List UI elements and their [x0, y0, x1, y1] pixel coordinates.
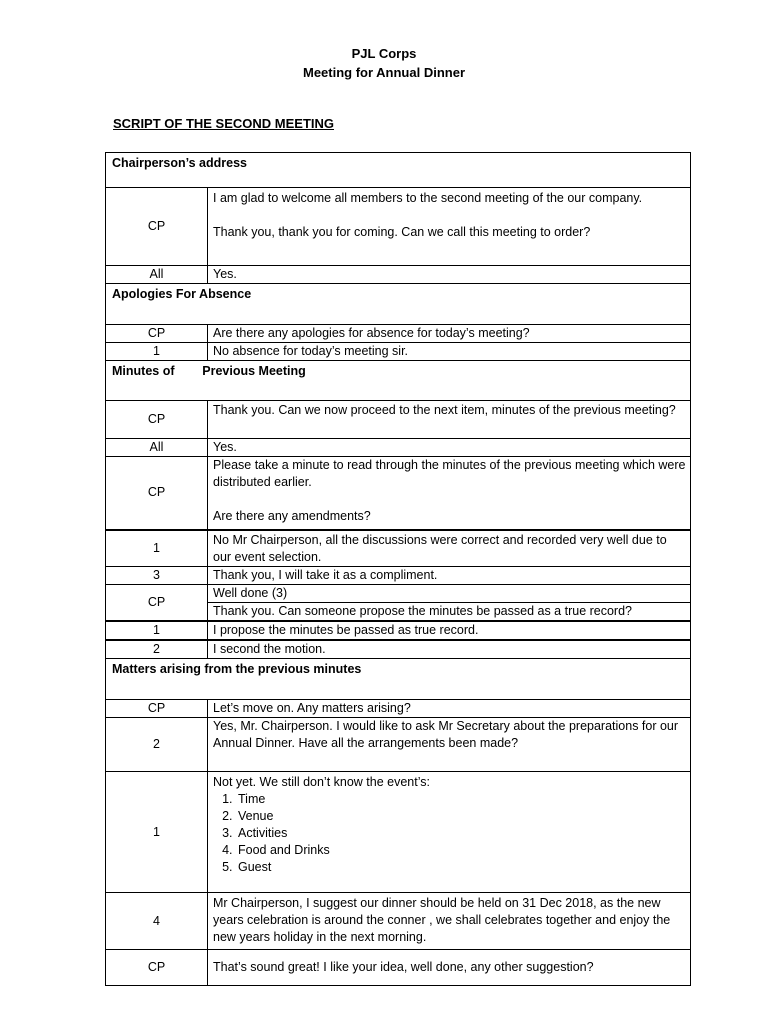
document-subtitle: Meeting for Annual Dinner [302, 65, 466, 80]
line-text: Please take a minute to read through the minutes of the previous meeting which were distributed earlier. [213, 458, 686, 489]
section-header [106, 153, 691, 188]
section-title: Matters arising from the previous minutes [106, 659, 691, 700]
table-row [106, 893, 691, 950]
line-cell [208, 188, 691, 266]
section-header [106, 361, 691, 401]
speaker-cell: 2 [106, 718, 208, 772]
table-row [106, 585, 691, 603]
speaker-cell: All [106, 439, 208, 457]
line-text: Thank you, I will take it as a compliment. [208, 567, 691, 585]
company-name: PJL Corps [351, 46, 417, 61]
table-row [106, 950, 691, 986]
event-details-list [213, 791, 687, 876]
speaker-cell: 1 [106, 343, 208, 361]
table-row [106, 772, 691, 893]
table-row [106, 325, 691, 343]
table-row [106, 266, 691, 284]
line-text: Mr Chairperson, I suggest our dinner should be held on 31 Dec 2018, as the new years celebration is around the conner , we shall celebrates together and enjoy the new years holiday in the next morning. [208, 893, 691, 950]
table-row [106, 567, 691, 585]
section-title: Chairperson’s address [106, 153, 691, 188]
speaker-cell: All [106, 266, 208, 284]
speaker-cell: CP [106, 700, 208, 718]
table-row [106, 439, 691, 457]
table-row [106, 188, 691, 266]
speaker-cell: CP [106, 325, 208, 343]
meeting-script-table [105, 152, 691, 986]
line-text: Thank you. Can someone propose the minutes be passed as a true record? [208, 603, 691, 622]
speaker-cell: 1 [106, 621, 208, 640]
speaker-cell: CP [106, 457, 208, 530]
speaker-cell: CP [106, 188, 208, 266]
speaker-cell: 3 [106, 567, 208, 585]
line-cell [208, 772, 691, 893]
table-row [106, 621, 691, 640]
line-text: Let’s move on. Any matters arising? [208, 700, 691, 718]
line-text: That’s sound great! I like your idea, well done, any other suggestion? [208, 950, 691, 986]
speaker-cell: 1 [106, 772, 208, 893]
section-title: Minutes of Previous Meeting [106, 361, 691, 401]
speaker-cell: CP [106, 585, 208, 622]
list-item: 2. Venue [236, 808, 687, 825]
script-title: SCRIPT OF THE SECOND MEETING [113, 116, 335, 131]
list-item: 4. Food and Drinks [236, 842, 687, 859]
speaker-cell: 2 [106, 640, 208, 659]
line-text: No Mr Chairperson, all the discussions were correct and recorded very well due to our event selection. [208, 530, 691, 567]
table-row [106, 640, 691, 659]
line-text: Thank you, thank you for coming. Can we call this meeting to order? [213, 225, 591, 239]
line-text: Are there any amendments? [213, 509, 371, 523]
line-text: Well done (3) [208, 585, 691, 603]
line-text: Thank you. Can we now proceed to the next item, minutes of the previous meeting? [208, 401, 691, 439]
section-title: Apologies For Absence [106, 284, 691, 325]
line-text: Yes. [208, 266, 691, 284]
list-item: 5. Guest [236, 859, 687, 876]
table-row [106, 530, 691, 567]
table-row [106, 401, 691, 439]
section-header [106, 284, 691, 325]
table-row [106, 457, 691, 530]
line-text: Are there any apologies for absence for today’s meeting? [208, 325, 691, 343]
line-text: Yes. [208, 439, 691, 457]
table-row [106, 700, 691, 718]
table-row [106, 343, 691, 361]
line-text: Not yet. We still don’t know the event’s: [213, 775, 431, 789]
section-header [106, 659, 691, 700]
line-text: No absence for today’s meeting sir. [208, 343, 691, 361]
table-row [106, 718, 691, 772]
list-item: 1. Time [236, 791, 687, 808]
speaker-cell: 1 [106, 530, 208, 567]
line-text: Yes, Mr. Chairperson. I would like to ask Mr Secretary about the preparations for our Annual Dinner. Have all the arrangements been made? [208, 718, 691, 772]
speaker-cell: CP [106, 950, 208, 986]
line-cell [208, 457, 691, 530]
speaker-cell: CP [106, 401, 208, 439]
line-text: I second the motion. [208, 640, 691, 659]
line-text: I am glad to welcome all members to the second meeting of the our company. [213, 191, 643, 205]
list-item: 3. Activities [236, 825, 687, 842]
speaker-cell: 4 [106, 893, 208, 950]
line-text: I propose the minutes be passed as true record. [208, 621, 691, 640]
